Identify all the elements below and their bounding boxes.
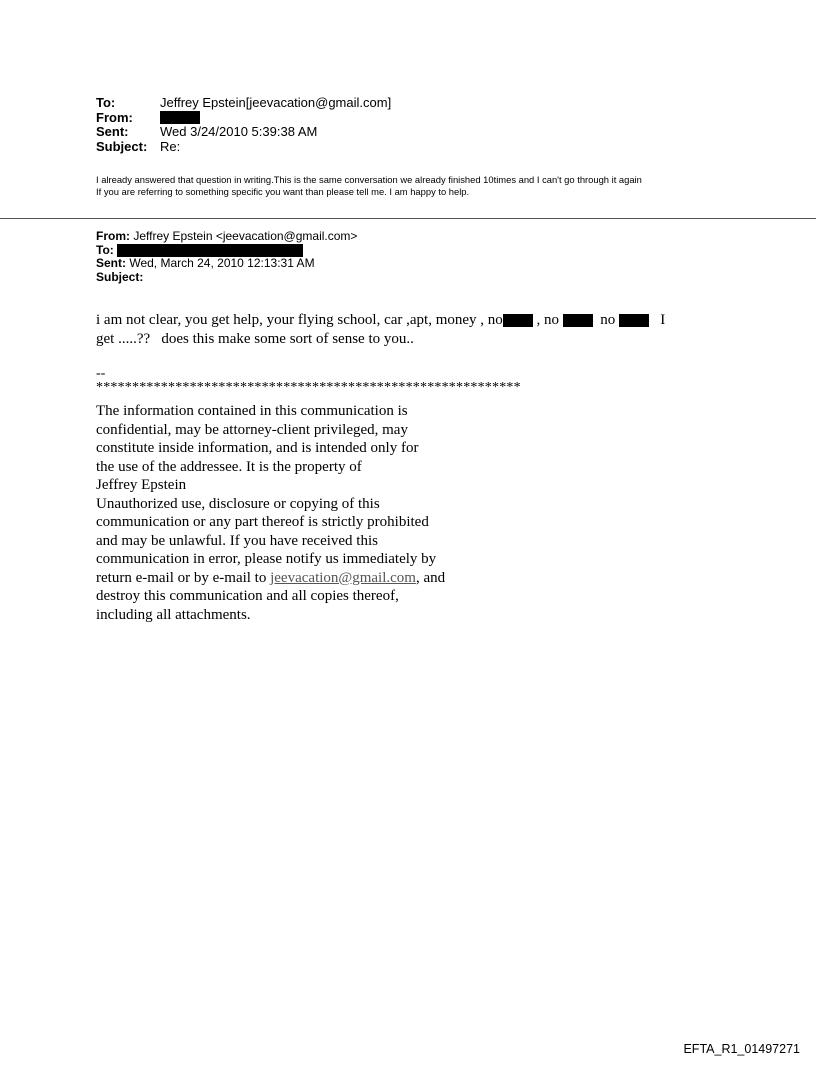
disclaimer-line-3: constitute inside information, and is intended only for	[96, 440, 419, 456]
message-line-1	[96, 311, 736, 330]
message-part-4: I	[649, 312, 666, 328]
disclaimer-line-5: Jeffrey Epstein	[96, 477, 187, 493]
quoted-to-row	[96, 244, 357, 258]
quoted-sent-row	[96, 257, 357, 271]
to-label: To:	[96, 95, 116, 110]
disclaimer-line-11: destroy this communication and all copies thereof,	[96, 588, 399, 604]
from-label: From:	[96, 109, 133, 125]
message-redaction-1	[503, 314, 533, 327]
signature-dashes: --	[96, 366, 106, 381]
quoted-header	[96, 230, 357, 284]
disclaimer-line-10-post: , and	[415, 569, 446, 586]
sent-value: Wed 3/24/2010 5:39:38 AM	[160, 124, 318, 139]
from-redaction	[160, 111, 200, 124]
subject-label: Subject:	[96, 138, 148, 154]
message-part-2: , no	[532, 312, 563, 328]
reply-line-1: I already answered that question in writing.This is the same conversation we already finished 10times and I can't go through it again	[96, 174, 642, 185]
quoted-message	[96, 311, 736, 349]
disclaimer-line-2: confidential, may be attorney-client privileged, may	[96, 421, 408, 438]
quoted-subject-row	[96, 271, 357, 285]
disclaimer-line-10	[96, 569, 445, 588]
message-part-3: no	[592, 312, 620, 328]
signature-stars: ***********************************************************	[96, 380, 521, 395]
email-link[interactable]: jeevacation@gmail.com	[270, 569, 416, 586]
document-id: EFTA_R1_01497271	[683, 1042, 800, 1056]
quoted-sent-value: Wed, March 24, 2010 12:13:31 AM	[126, 256, 315, 270]
message-redaction-3	[619, 314, 649, 327]
subject-value: Re:	[160, 138, 181, 154]
disclaimer-line-10-pre: return e-mail or by e-mail to	[96, 569, 271, 586]
message-redaction-2	[563, 314, 593, 327]
quoted-to-label: To:	[96, 242, 114, 257]
quoted-from-row	[96, 230, 357, 244]
quoted-from-value: Jeffrey Epstein <jeevacation@gmail.com>	[130, 229, 358, 243]
disclaimer	[96, 402, 445, 624]
subject-row	[96, 140, 736, 155]
to-value: Jeffrey Epstein[jeevacation@gmail.com]	[160, 95, 392, 110]
message-part-1: i am not clear, you get help, your flying school, car ,apt, money , no	[96, 312, 503, 328]
reply-body	[96, 174, 642, 198]
disclaimer-line-7: communication or any part thereof is strictly prohibited	[96, 514, 429, 530]
disclaimer-line-4: the use of the addressee. It is the property of	[96, 458, 362, 475]
disclaimer-line-9: communication in error, please notify us immediately by	[96, 551, 437, 567]
reply-line-2: If you are referring to something specific you want than please tell me. I am happy to help.	[96, 186, 470, 197]
quoted-subject-label: Subject:	[96, 269, 144, 284]
quoted-to-redaction	[117, 244, 303, 257]
disclaimer-line-12: including all attachments.	[96, 606, 251, 623]
disclaimer-line-8: and may be unlawful. If you have received this	[96, 532, 378, 549]
message-line-2: get .....?? does this make some sort of sense to you..	[96, 331, 414, 347]
sent-label: Sent:	[96, 124, 129, 139]
quoted-from-label: From:	[96, 229, 130, 243]
sent-row	[96, 125, 736, 140]
divider-line	[0, 218, 816, 219]
from-row	[96, 111, 736, 126]
quoted-sent-label: Sent:	[96, 256, 126, 270]
disclaimer-line-6: Unauthorized use, disclosure or copying of this	[96, 495, 380, 512]
email-header	[96, 96, 736, 154]
disclaimer-line-1: The information contained in this communication is	[96, 403, 408, 419]
to-row	[96, 96, 736, 111]
